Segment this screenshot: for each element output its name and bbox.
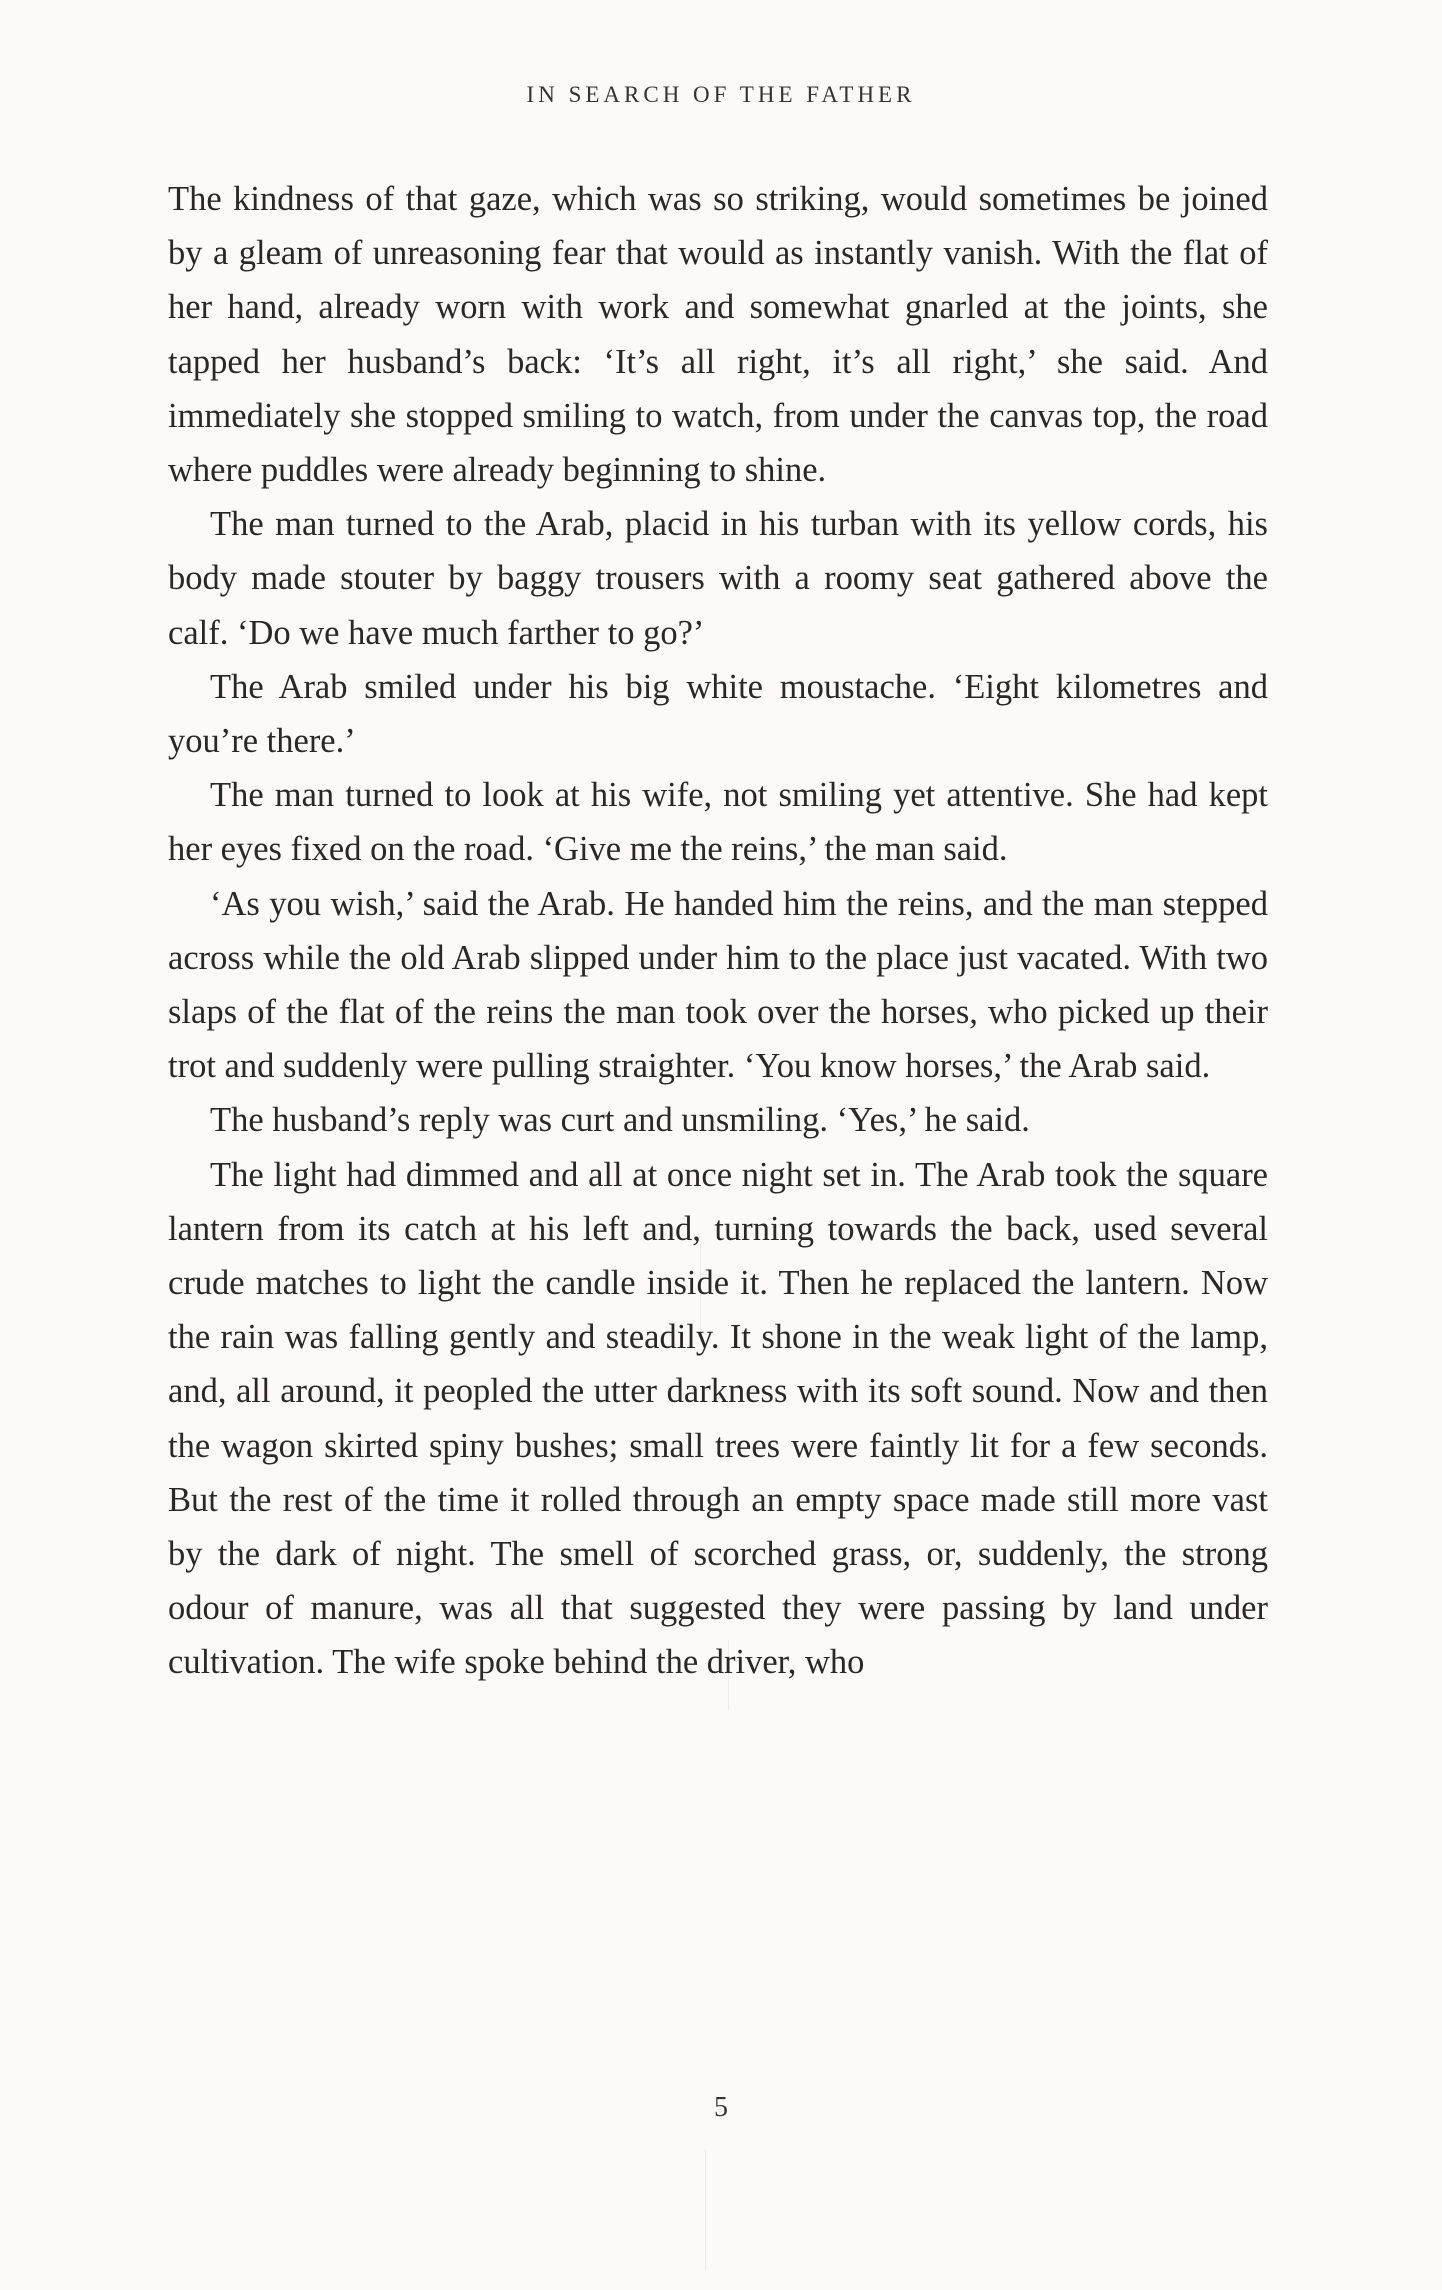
paragraph: The man turned to the Arab, placid in his turban with its yellow cords, his body made stouter by baggy trousers with a roomy seat gathered above the calf. ‘Do we have much farther to go?’: [168, 505, 1268, 652]
paragraph: The Arab smiled under his big white moustache. ‘Eight kilometres and you’re there.’: [168, 667, 1268, 761]
paragraph: The kindness of that gaze, which was so striking, would sometimes be joined by a gleam of unreasoning fear that would as instantly vanish. With the flat of her hand, already worn with work and somewhat gnarled at the joints, she tapped her husband’s back: ‘It’s all right, it’s all right,’ she said. And immediately she stopped smiling to watch, from under the canvas top, the road where puddles were already beginning to shine.: [168, 180, 1268, 490]
running-head: IN SEARCH OF THE FATHER: [526, 82, 916, 107]
paragraph: The husband’s reply was curt and unsmiling. ‘Yes,’ he said.: [210, 1101, 1030, 1140]
paragraph: The light had dimmed and all at once night set in. The Arab took the square lantern from its catch at his left and, turning towards the back, used several crude matches to light the candle inside it. Then he replaced the lantern. Now the rain was falling gently and steadily. It shone in the weak light of the lamp, and, all around, it peopled the utter darkness with its soft sound. Now and then the wagon skirted spiny bushes; small trees were faintly lit for a few seconds. But the rest of the time it rolled through an empty space made still more vast by the dark of night. The smell of scorched grass, or, suddenly, the strong odour of manure, was all that suggested they were passing by land under cultivation. The wife spoke behind the driver, who: [168, 1155, 1268, 1682]
body-text: [168, 172, 1268, 1690]
page-number: 5: [714, 2092, 728, 2123]
paragraph: The man turned to look at his wife, not smiling yet attentive. She had kept her eyes fixed on the road. ‘Give me the reins,’ the man said.: [168, 776, 1268, 869]
paragraph: ‘As you wish,’ said the Arab. He handed him the reins, and the man stepped across while the old Arab slipped under him to the place just vacated. With two slaps of the flat of the reins the man took over the horses, who picked up their trot and suddenly were pulling straighter. ‘You know horses,’ the Arab said.: [168, 884, 1268, 1086]
scan-artifact: [705, 2150, 706, 2270]
